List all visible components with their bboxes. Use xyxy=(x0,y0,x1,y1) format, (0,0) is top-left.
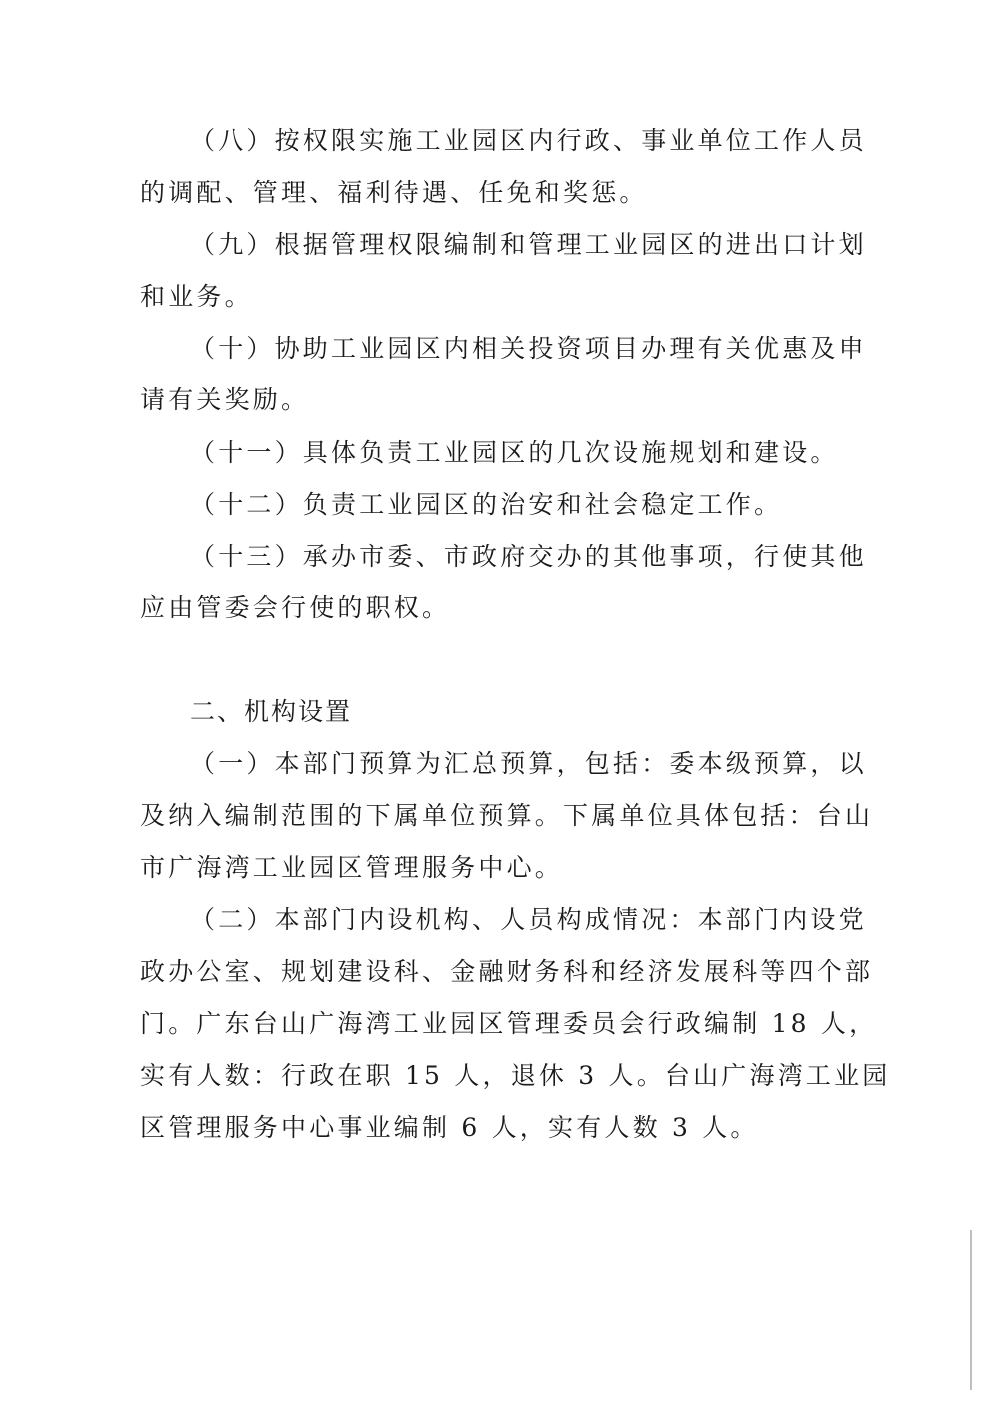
paragraph-9-line-2: 和业务。 xyxy=(140,282,253,311)
paragraph-11-line-1: （十一）具体负责工业园区的几次设施规划和建设。 xyxy=(190,438,839,467)
scan-edge-mark xyxy=(970,1230,972,1390)
paragraph-8-line-1: （八）按权限实施工业园区内行政、事业单位工作人员 xyxy=(190,126,867,155)
paragraph-13-line-1: （十三）承办市委、市政府交办的其他事项，行使其他 xyxy=(190,542,867,571)
section-paragraph-2-line-5: 区管理服务中心事业编制 6 人，实有人数 3 人。 xyxy=(140,1113,759,1142)
section-paragraph-2-line-1: （二）本部门内设机构、人员构成情况：本部门内设党 xyxy=(190,905,867,934)
section-paragraph-1-line-2: 及纳入编制范围的下属单位预算。下属单位具体包括：台山 xyxy=(140,801,874,830)
section-paragraph-2-line-4: 实有人数：行政在职 15 人，退休 3 人。台山广海湾工业园 xyxy=(140,1061,891,1090)
section-heading: 二、机构设置 xyxy=(190,697,353,726)
section-paragraph-1-line-1: （一）本部门预算为汇总预算，包括：委本级预算，以 xyxy=(190,749,867,778)
section-paragraph-1-line-3: 市广海湾工业园区管理服务中心。 xyxy=(140,853,564,882)
paragraph-12-line-1: （十二）负责工业园区的治安和社会稳定工作。 xyxy=(190,490,783,519)
paragraph-10-line-2: 请有关奖励。 xyxy=(140,385,310,414)
paragraph-9-line-1: （九）根据管理权限编制和管理工业园区的进出口计划 xyxy=(190,230,867,259)
paragraph-10-line-1: （十）协助工业园区内相关投资项目办理有关优惠及申 xyxy=(190,334,867,363)
section-paragraph-2-line-2: 政办公室、规划建设科、金融财务科和经济发展科等四个部 xyxy=(140,957,874,986)
paragraph-13-line-2: 应由管委会行使的职权。 xyxy=(140,593,451,622)
section-paragraph-2-line-3: 门。广东台山广海湾工业园区管理委员会行政编制 18 人， xyxy=(140,1009,878,1038)
paragraph-8-line-2: 的调配、管理、福利待遇、任免和奖惩。 xyxy=(140,178,648,207)
